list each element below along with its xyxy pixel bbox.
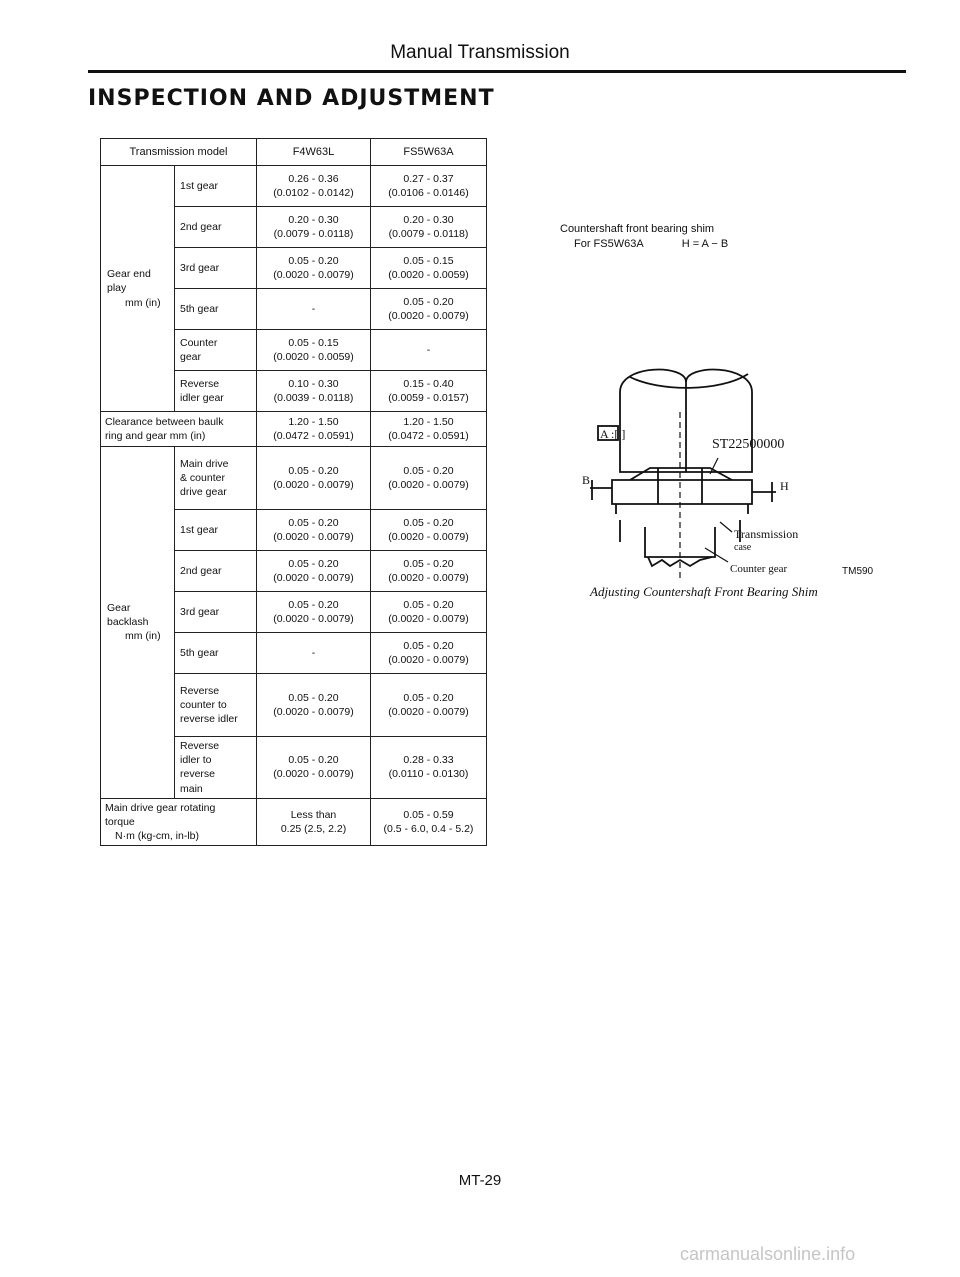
value-fs5w63a: [371, 633, 487, 674]
sub-label-line: idler to: [180, 754, 212, 767]
value-fs5w63a: [371, 248, 487, 289]
value-line: (0.0472 - 0.0591): [273, 430, 354, 442]
value-line: (0.0020 - 0.0079): [388, 654, 469, 666]
value-f4w63l: [257, 330, 371, 371]
value-line: Less than: [290, 808, 337, 821]
sub-label-line: idler gear: [180, 392, 224, 404]
value-line: 0.05 - 0.20: [403, 639, 454, 652]
label-b: B: [582, 473, 591, 487]
page-header-title: Manual Transmission: [390, 42, 570, 63]
header-fs5w63a: FS5W63A: [371, 139, 487, 166]
value-line: 0.20 - 0.30: [403, 213, 454, 226]
value-fs5w63a: [371, 674, 487, 737]
sub-label: 5th gear: [175, 633, 257, 674]
sub-label-line: reverse idler: [180, 713, 238, 726]
watermark: carmanualsonline.info: [680, 1244, 856, 1264]
label-case: case: [734, 542, 752, 553]
value-line: 0.05 - 0.20: [403, 598, 454, 611]
sub-label-line: Reverse: [180, 684, 220, 697]
value-line: (0.0106 - 0.0146): [388, 187, 469, 199]
bearing-shim-figure: [520, 352, 900, 589]
value-line: (0.0110 - 0.0130): [388, 768, 469, 781]
table-row: [101, 798, 487, 846]
note-model: For FS5W63A: [574, 238, 644, 251]
clearance-label: [101, 412, 257, 447]
value-line: 0.05 - 0.20: [288, 557, 339, 570]
sub-label: [175, 447, 257, 510]
value-line: (0.0020 - 0.0079): [273, 479, 354, 491]
header-f4w63l: F4W63L: [257, 139, 371, 166]
value-line: (0.0079 - 0.0118): [273, 228, 354, 240]
group-label-line: mm (in): [125, 296, 161, 309]
value-line: 0.05 - 0.59: [403, 808, 454, 821]
value-line: (0.0472 - 0.0591): [388, 430, 469, 442]
value-fs5w63a: [371, 371, 487, 412]
value-line: 0.27 - 0.37: [403, 172, 454, 185]
sub-label-line: Main drive: [180, 457, 229, 470]
value-line: -: [426, 343, 431, 356]
value-fs5w63a: [371, 289, 487, 330]
label-a: A :[ ]: [600, 427, 626, 441]
value-line: 0.05 - 0.15: [403, 254, 454, 267]
table-row: [101, 447, 487, 510]
value-f4w63l: [257, 798, 371, 846]
note-line-1: Countershaft front bearing shim: [560, 223, 715, 235]
value-line: -: [311, 302, 316, 315]
value-line: 0.05 - 0.20: [403, 464, 454, 477]
shim-note: [560, 222, 728, 253]
note-line-2: [560, 237, 728, 252]
label-tool-number: ST22500000: [712, 437, 785, 452]
value-f4w63l: [257, 674, 371, 737]
value-line: 0.05 - 0.20: [288, 691, 339, 704]
value-line: (0.0020 - 0.0079): [388, 613, 469, 625]
figure-caption: Adjusting Countershaft Front Bearing Shim: [590, 584, 818, 599]
value-f4w63l: [257, 289, 371, 330]
sub-label: [175, 674, 257, 737]
value-line: (0.0039 - 0.0118): [273, 392, 354, 404]
table-header-row: [101, 139, 487, 166]
torque-label: [101, 798, 257, 846]
value-f4w63l: [257, 207, 371, 248]
sub-label: 2nd gear: [175, 207, 257, 248]
spec-table: [100, 138, 487, 846]
label-transmission: Transmission: [734, 527, 799, 541]
label-h: H: [780, 479, 789, 493]
sub-label: 2nd gear: [175, 551, 257, 592]
value-line: (0.0020 - 0.0059): [273, 351, 354, 363]
value-line: 0.05 - 0.20: [403, 295, 454, 308]
group-label-line: play: [107, 282, 127, 295]
value-fs5w63a: [371, 737, 487, 799]
value-fs5w63a: [371, 412, 487, 447]
value-line: 0.28 - 0.33: [403, 754, 454, 767]
value-fs5w63a: [371, 207, 487, 248]
group-gear-end-play: [101, 166, 175, 412]
section-title: INSPECTION AND ADJUSTMENT: [88, 86, 495, 111]
sub-label: 3rd gear: [175, 592, 257, 633]
note-formula: H = A − B: [681, 238, 729, 251]
sub-label-line: counter to: [180, 698, 227, 711]
value-f4w63l: [257, 412, 371, 447]
value-f4w63l: [257, 510, 371, 551]
label-figure-code: TM590: [842, 566, 874, 577]
value-line: (0.0020 - 0.0079): [273, 706, 354, 718]
value-line: 1.20 - 1.50: [288, 415, 339, 428]
value-fs5w63a: [371, 510, 487, 551]
value-line: 0.26 - 0.36: [288, 172, 339, 185]
value-fs5w63a: [371, 447, 487, 510]
sub-label-line: main: [180, 782, 203, 795]
label-line: ring and gear mm (in): [105, 430, 206, 442]
value-line: (0.0020 - 0.0079): [273, 531, 354, 543]
sub-label: [175, 371, 257, 412]
value-line: -: [311, 646, 316, 659]
value-fs5w63a: [371, 330, 487, 371]
value-fs5w63a: [371, 551, 487, 592]
value-f4w63l: [257, 371, 371, 412]
value-line: (0.0059 - 0.0157): [388, 392, 469, 404]
value-line: (0.0020 - 0.0079): [273, 269, 354, 281]
sub-label-line: & counter: [180, 471, 225, 484]
sub-label: 3rd gear: [175, 248, 257, 289]
group-label-line: Gear: [107, 602, 131, 615]
value-fs5w63a: [371, 798, 487, 846]
value-line: 1.20 - 1.50: [403, 415, 454, 428]
value-line: 0.15 - 0.40: [403, 377, 454, 390]
value-line: (0.0020 - 0.0079): [388, 531, 469, 543]
value-line: (0.0020 - 0.0079): [388, 479, 469, 491]
value-line: (0.5 - 6.0, 0.4 - 5.2): [383, 822, 474, 835]
label-counter-gear: Counter gear: [730, 563, 788, 575]
sub-label-line: Counter: [180, 336, 218, 349]
header-rule: [88, 70, 906, 73]
value-line: 0.05 - 0.20: [403, 691, 454, 704]
label-line: Main drive gear rotating: [105, 801, 216, 814]
value-line: 0.05 - 0.20: [288, 254, 339, 267]
value-line: 0.05 - 0.20: [288, 516, 339, 529]
page-number: MT-29: [458, 1172, 502, 1189]
sub-label: [175, 737, 257, 799]
value-line: (0.0020 - 0.0079): [273, 572, 354, 584]
value-line: (0.0102 - 0.0142): [273, 187, 354, 199]
value-line: 0.05 - 0.20: [288, 598, 339, 611]
sub-label: 5th gear: [175, 289, 257, 330]
table-row: [101, 412, 487, 447]
value-line: 0.10 - 0.30: [288, 377, 339, 390]
label-line: torque: [105, 815, 135, 828]
label-line: N·m (kg-cm, in-lb): [115, 830, 199, 843]
table-row: [101, 166, 487, 207]
sub-label: 1st gear: [175, 510, 257, 551]
group-label-line: mm (in): [125, 630, 161, 643]
value-line: 0.05 - 0.20: [403, 516, 454, 529]
value-f4w63l: [257, 166, 371, 207]
sub-label-line: gear: [180, 351, 202, 363]
value-line: (0.0079 - 0.0118): [388, 228, 469, 240]
sub-label-line: Reverse: [180, 740, 220, 752]
value-line: (0.0020 - 0.0079): [273, 613, 354, 625]
value-line: 0.25 (2.5, 2.2): [280, 822, 347, 835]
bearing-shim-drawing: [520, 352, 900, 584]
value-f4w63l: [257, 633, 371, 674]
value-line: (0.0020 - 0.0079): [388, 706, 469, 718]
value-line: 0.05 - 0.20: [288, 464, 339, 477]
value-line: 0.05 - 0.15: [288, 336, 339, 349]
value-line: (0.0020 - 0.0059): [388, 269, 469, 281]
group-label-line: backlash: [107, 616, 149, 629]
value-line: (0.0020 - 0.0079): [273, 768, 354, 781]
value-line: 0.05 - 0.20: [288, 754, 339, 767]
value-f4w63l: [257, 447, 371, 510]
group-label-line: Gear end: [107, 268, 151, 281]
value-f4w63l: [257, 551, 371, 592]
sub-label-line: reverse: [180, 768, 216, 781]
sub-label-line: drive gear: [180, 486, 227, 499]
value-f4w63l: [257, 592, 371, 633]
value-fs5w63a: [371, 166, 487, 207]
sub-label-line: Reverse: [180, 377, 220, 390]
sub-label: [175, 330, 257, 371]
value-line: (0.0020 - 0.0079): [388, 310, 469, 322]
value-f4w63l: [257, 737, 371, 799]
label-line: Clearance between baulk: [105, 415, 224, 428]
sub-label: 1st gear: [175, 166, 257, 207]
value-line: 0.20 - 0.30: [288, 213, 339, 226]
value-f4w63l: [257, 248, 371, 289]
group-gear-backlash: [101, 447, 175, 799]
value-line: (0.0020 - 0.0079): [388, 572, 469, 584]
value-line: 0.05 - 0.20: [403, 557, 454, 570]
header-transmission-model: Transmission model: [101, 139, 257, 166]
value-fs5w63a: [371, 592, 487, 633]
